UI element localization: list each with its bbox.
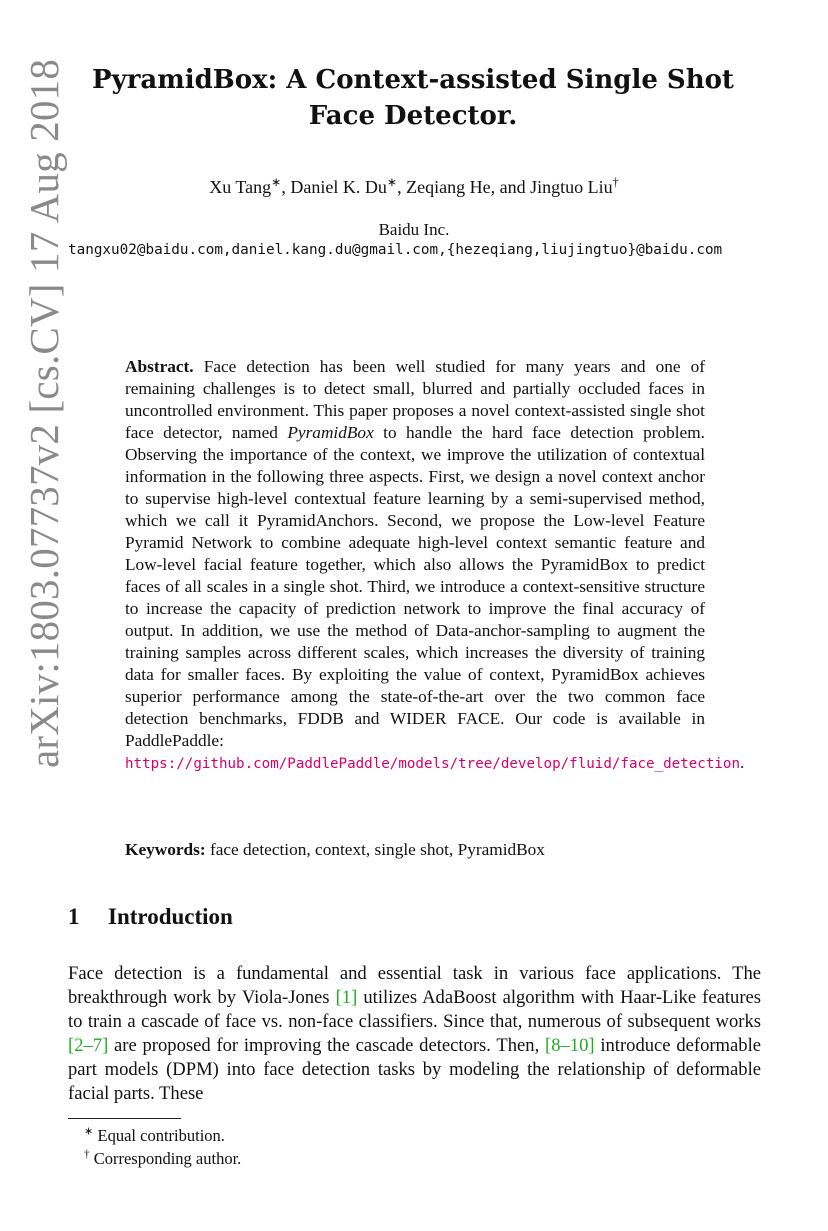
footnote-text: Equal contribution.	[93, 1126, 225, 1145]
author-list	[100, 177, 728, 198]
arxiv-sidebar	[21, 58, 88, 768]
citation-link[interactable]: [8–10]	[545, 1035, 595, 1056]
author-separator: ,	[397, 177, 407, 197]
section-heading	[68, 904, 233, 930]
code-link[interactable]: https://github.com/PaddlePaddle/models/tree/develop/fluid/face_detection	[125, 756, 740, 772]
equal-contribution-mark: ∗	[386, 175, 398, 189]
citation-link[interactable]: [2–7]	[68, 1035, 109, 1056]
author-name: Daniel K. Du	[290, 177, 387, 197]
corresponding-author-mark: †	[612, 175, 619, 189]
footnote-rule	[68, 1118, 181, 1119]
arxiv-identifier: arXiv:1803.07737v2 [cs.CV] 17 Aug 2018	[21, 58, 67, 768]
body-text: utilizes AdaBoost algorithm with Haar-Like features to train a cascade of face vs. non-face classifiers. Since that, numerous of subsequent works	[68, 987, 761, 1032]
keywords-text: face detection, context, single shot, PyramidBox	[205, 840, 545, 859]
title-line-1: PyramidBox: A Context-assisted Single Shot	[92, 65, 734, 95]
citation-link[interactable]: [1]	[335, 987, 358, 1008]
footnotes	[84, 1124, 241, 1170]
intro-paragraph	[68, 962, 761, 1106]
author-emails: tangxu02@baidu.com,daniel.kang.du@gmail.com,{hezeqiang,liujingtuo}@baidu.com	[68, 242, 723, 258]
method-name: PyramidBox	[287, 423, 374, 442]
author-name: Jingtuo Liu	[530, 177, 613, 197]
footnote-corresponding-author	[84, 1147, 241, 1170]
footnote-text: Corresponding author.	[89, 1149, 242, 1168]
body-text: are proposed for improving the cascade detectors. Then,	[108, 1035, 545, 1056]
section-title: Introduction	[108, 904, 233, 929]
keywords	[125, 840, 705, 860]
abstract	[125, 356, 745, 775]
keywords-label: Keywords:	[125, 840, 206, 859]
abstract-text: .	[740, 753, 745, 772]
affiliation: Baidu Inc.	[378, 220, 450, 239]
paper-title	[88, 62, 738, 134]
author-name: Xu Tang	[209, 177, 272, 197]
author-separator: , and	[490, 177, 531, 197]
abstract-text: Face detection has been well studied for many years and one of remaining challenges is to detect small, blurred and partially occluded faces in uncontrolled environment. This paper proposes a novel context-assisted single shot face detector, named	[125, 357, 705, 442]
equal-contribution-mark: ∗	[271, 175, 282, 189]
body-text: Face detection is a fundamental and essential task in various face applications. The breakthrough work by Viola-Jones	[68, 963, 761, 1008]
author-separator: ,	[281, 177, 291, 197]
body-text: introduce deformable part models (DPM) into face detection tasks by modeling the relationship of deformable facial parts. These	[68, 1035, 761, 1104]
abstract-text: to handle the hard face detection problem. Observing the importance of the context, we improve the utilization of contextual information in the following three aspects. First, we design a novel context anchor to supervise high-level contextual feature learning by a semi-supervised method, which we call it PyramidAnchors. Second, we propose the Low-level Feature Pyramid Network to combine adequate high-level context semantic feature and Low-level facial feature together, which also allows the PyramidBox to predict faces of all scales in a single shot. Third, we introduce a context-sensitive structure to increase the capacity of prediction network to improve the final accuracy of output. In addition, we use the method of Data-anchor-sampling to augment the training samples across different scales, which increases the diversity of training data for smaller faces. By exploiting the value of context, PyramidBox achieves superior performance among the state-of-the-art over the two common face detection benchmarks, FDDB and WIDER FACE. Our code is available in PaddlePaddle:	[125, 423, 705, 750]
footnote-equal-contribution	[84, 1124, 241, 1147]
footnote-mark: ∗	[84, 1125, 94, 1138]
footnote-mark: †	[84, 1148, 90, 1161]
abstract-label: Abstract.	[125, 357, 194, 376]
section-number: 1	[68, 904, 80, 929]
author-name: Zeqiang He	[406, 177, 491, 197]
title-line-2: Face Detector.	[308, 101, 518, 131]
